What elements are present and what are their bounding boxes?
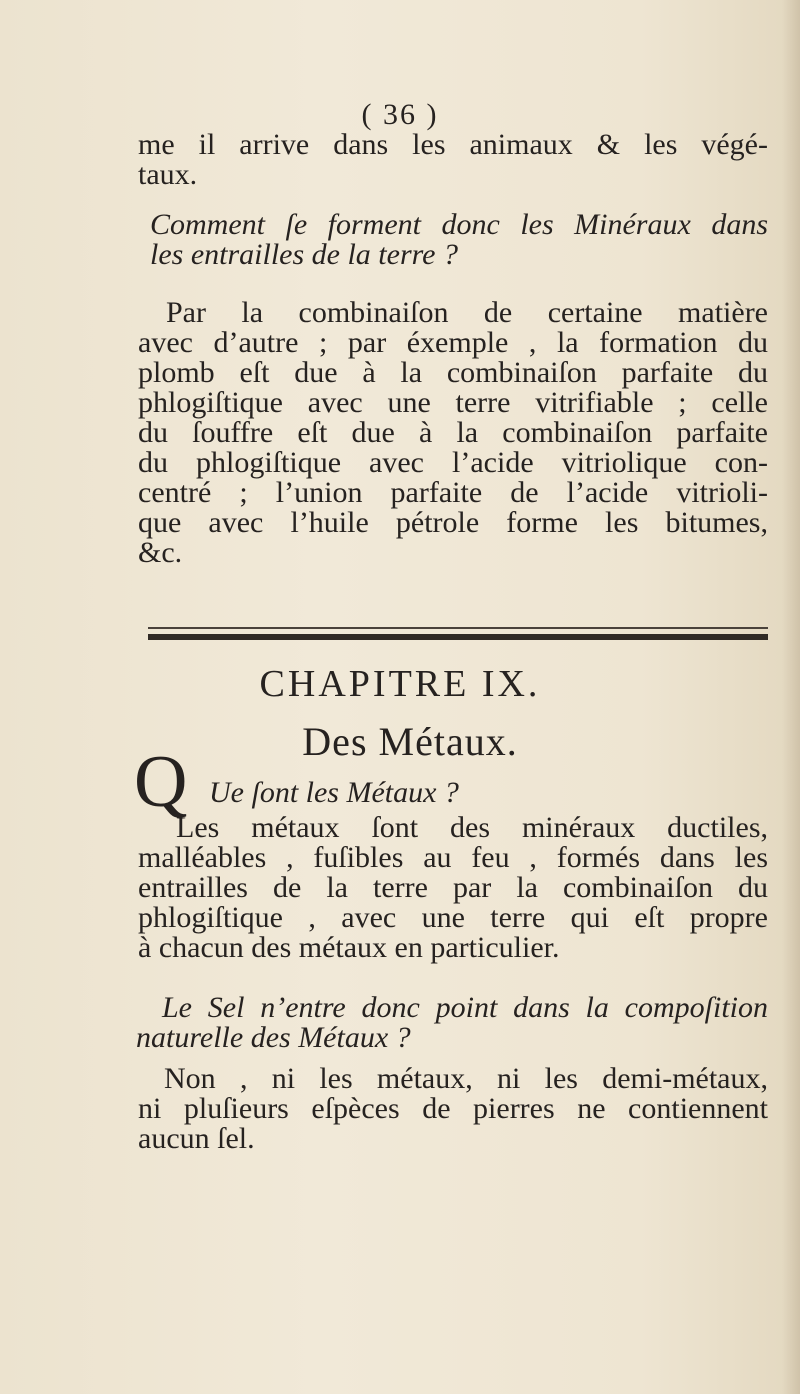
text-line: me il arrive dans les animaux & les végé- [138,128,768,161]
question-minerals [150,210,768,270]
text-line: Par la combinaiſon de certaine matière [166,296,768,329]
text-line: centré ; l’union parfaite de l’acide vitrioli- [138,476,768,509]
paragraph-continuation [138,130,768,190]
text-line: Les métaux ſont des minéraux ductiles, [176,811,768,844]
text-line: phlogiſtique , avec une terre qui eſt propre [138,901,768,934]
text-line: aucun ſel. [138,1122,255,1155]
question-line: naturelle des Métaux ? [136,1021,411,1054]
text-line: ni pluſieurs eſpèces de pierres ne contiennent [138,1092,768,1125]
text-line: plomb eſt due à la combinaiſon parfaite du [138,356,768,389]
text-line: malléables , fuſibles au feu , formés dans les [138,841,768,874]
text-line: phlogiſtique avec une terre vitrifiable ; celle [138,386,768,419]
drop-cap: Q [134,741,188,823]
question-line: Le Sel n’entre donc point dans la compoſition [162,991,768,1024]
text-line: du phlogiſtique avec l’acide vitriolique con- [138,446,768,479]
chapter-rule-thick [148,634,768,640]
question-salt [136,993,768,1053]
chapter-subtitle: Des Métaux. [302,719,518,764]
text-line: Non , ni les métaux, ni les demi-métaux, [164,1062,768,1095]
text-line: du ſouffre eſt due à la combinaiſon parfaite [138,416,768,449]
question-line: Comment ſe forment donc les Minéraux dans [150,208,768,241]
chapter-title: CHAPITRE IX. [259,663,541,705]
text-line: à chacun des métaux en particulier. [138,931,560,964]
text-line: que avec l’huile pétrole forme les bitumes, [138,506,768,539]
question-line: les entrailles de la terre ? [150,238,458,271]
answer-metals [138,813,768,963]
answer-minerals [138,298,768,568]
text-line: avec d’autre ; par éxemple , la formation du [138,326,768,359]
text-line: &c. [138,536,183,569]
page-number: ( 36 ) [361,98,439,131]
chapter-rule-thin [148,627,768,629]
text-line: taux. [138,158,198,191]
answer-salt [138,1064,768,1154]
question-metals: Ue ſont les Métaux ? [209,776,459,809]
text-line: entrailles de la terre par la combinaiſon du [138,871,768,904]
